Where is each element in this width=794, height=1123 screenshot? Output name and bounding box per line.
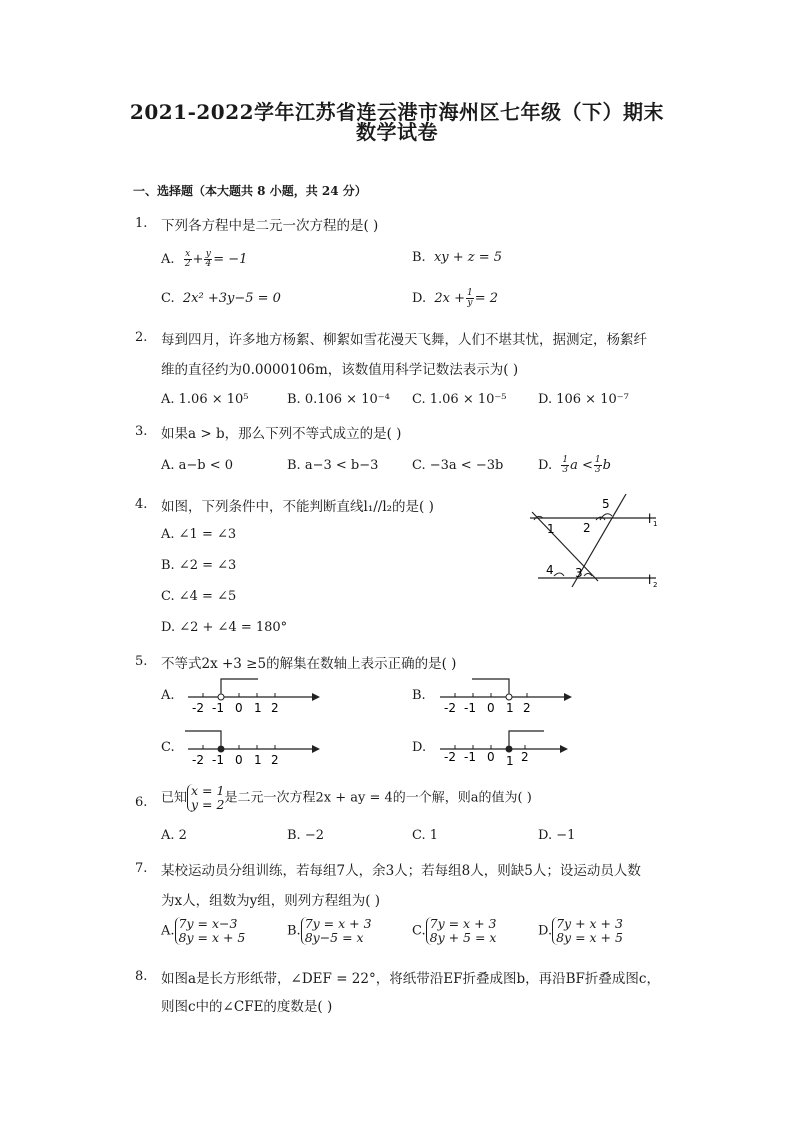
system-line-2: 8y = x + 5 bbox=[178, 930, 246, 945]
question-number: 2. bbox=[135, 330, 148, 345]
option-a: A. $\frac{x}{2}$ + $\frac{y}{4}$ = −1 bbox=[161, 249, 248, 269]
page-title-line1: 2021-2022学年江苏省连云港市海州区七年级（下）期末 bbox=[129, 100, 665, 124]
question-number: 7. bbox=[135, 861, 148, 876]
tick-label: 0 bbox=[487, 750, 495, 764]
number-line-c bbox=[180, 727, 325, 769]
system-line-1: 7y = x + 3 bbox=[304, 916, 372, 931]
tick-label: 1 bbox=[506, 701, 514, 715]
option-c: C. bbox=[161, 740, 175, 755]
option-label: A. bbox=[161, 923, 175, 939]
option-label: D. bbox=[538, 458, 553, 473]
number-line-d bbox=[432, 727, 577, 769]
option-c bbox=[161, 291, 281, 306]
tick-label: 1 bbox=[254, 701, 262, 715]
option-d bbox=[538, 917, 623, 945]
tick-label: 2 bbox=[271, 701, 279, 715]
option-b bbox=[412, 250, 502, 265]
line-label-l1-sub: 1 bbox=[653, 520, 658, 528]
number-line-b bbox=[432, 675, 577, 717]
tick-label: -1 bbox=[212, 701, 224, 715]
line-label-l1: l bbox=[648, 512, 652, 526]
section-heading: 一、选择题（本大题共 8 小题，共 24 分） bbox=[133, 184, 367, 198]
option-d: D. ∠2 + ∠4 = 180° bbox=[161, 620, 288, 635]
option-c bbox=[412, 917, 496, 945]
question-suffix: 是二元一次方程2x + ay = 4的一个解，则a的值为( ) bbox=[224, 790, 532, 806]
line-label-l2-sub: 2 bbox=[653, 581, 658, 589]
system-line-2: 8y + 5 = x bbox=[429, 930, 497, 945]
question-text-line1: 每到四月，许多地方杨絮、柳絮如雪花漫天飞舞，人们不堪其忧，据测定，杨絮纤 bbox=[161, 332, 647, 348]
option-text: xy + z = 5 bbox=[433, 250, 503, 265]
question-number: 1. bbox=[135, 216, 148, 231]
tick-label: -2 bbox=[192, 701, 204, 715]
option-d: D. $\frac{1}{3}$ a < $\frac{1}{3}$ b bbox=[538, 455, 611, 475]
question-text-line2: 则图c中的∠CFE的度数是( ) bbox=[161, 999, 333, 1015]
system-line-1: 7y = x + 3 bbox=[429, 916, 497, 931]
system-line-1: 7y = x−3 bbox=[178, 916, 238, 931]
option-c: C. 1.06 × 10⁻⁵ bbox=[412, 392, 507, 407]
angle-label-5: 5 bbox=[602, 497, 610, 511]
option-a: A. 2 bbox=[161, 828, 187, 843]
option-d: D. −1 bbox=[538, 828, 576, 843]
question-prefix: 已知 bbox=[161, 790, 188, 806]
tick-label: -1 bbox=[464, 750, 476, 764]
angle-label-3: 3 bbox=[575, 566, 583, 580]
tick-label: 1 bbox=[506, 754, 514, 768]
tick-label: 1 bbox=[254, 753, 262, 767]
question-text: 如果a > b，那么下列不等式成立的是( ) bbox=[161, 426, 402, 442]
question-text: 不等式2x +3 ≥5的解集在数轴上表示正确的是( ) bbox=[161, 656, 457, 672]
tick-label: -2 bbox=[444, 701, 456, 715]
option-label: B. bbox=[412, 250, 426, 265]
question-number: 6. bbox=[135, 795, 148, 810]
option-b: B. ∠2 = ∠3 bbox=[161, 558, 237, 573]
option-c: C. ∠4 = ∠5 bbox=[161, 589, 237, 604]
tick-label: -1 bbox=[464, 701, 476, 715]
option-b: B. −2 bbox=[287, 828, 324, 843]
option-label: A. bbox=[161, 252, 175, 267]
option-b bbox=[287, 917, 372, 945]
option-label: B. bbox=[287, 923, 301, 939]
tick-label: 0 bbox=[235, 753, 243, 767]
system-line-2: 8y−5 = x bbox=[304, 930, 364, 945]
question-text-line2: 维的直径约为0.0000106m，该数值用科学记数法表示为( ) bbox=[161, 362, 519, 378]
tick-label: 0 bbox=[235, 701, 243, 715]
question-text: 如图，下列条件中，不能判断直线l₁//l₂的是( ) bbox=[161, 499, 434, 515]
question-number: 5. bbox=[135, 654, 148, 669]
tick-label: -1 bbox=[212, 753, 224, 767]
parallel-lines-figure bbox=[520, 490, 670, 595]
system-line-1: 7y + x + 3 bbox=[556, 916, 623, 931]
question-number: 4. bbox=[135, 497, 148, 512]
option-d: D. 106 × 10⁻⁷ bbox=[538, 392, 629, 407]
angle-label-1: 1 bbox=[547, 522, 555, 536]
option-d: D. 2x + $\frac{1}{y}$ = 2 bbox=[412, 288, 499, 308]
option-d: D. bbox=[412, 740, 427, 755]
option-c: C. 1 bbox=[412, 828, 439, 843]
option-a bbox=[161, 917, 245, 945]
question-text bbox=[161, 784, 532, 812]
number-line-a bbox=[180, 675, 325, 717]
page-title-line2: 数学试卷 bbox=[356, 120, 438, 144]
question-number: 3. bbox=[135, 424, 148, 439]
system-line-2: y = 2 bbox=[191, 797, 225, 812]
angle-label-2: 2 bbox=[583, 521, 591, 535]
option-b: B. a−3 < b−3 bbox=[287, 458, 379, 473]
option-c: C. −3a < −3b bbox=[412, 458, 504, 473]
option-label: C. bbox=[412, 923, 426, 939]
option-label: D. bbox=[412, 291, 427, 306]
tick-label: 0 bbox=[487, 701, 495, 715]
option-b: B. bbox=[412, 688, 426, 703]
tick-label: 2 bbox=[523, 701, 531, 715]
question-text-line1: 某校运动员分组训练，若每组7人，余3人；若每组8人，则缺5人；设运动员人数 bbox=[161, 863, 641, 879]
tick-label: 2 bbox=[521, 750, 529, 764]
option-label: C. bbox=[161, 291, 175, 306]
tick-label: 2 bbox=[271, 753, 279, 767]
option-a: A. ∠1 = ∠3 bbox=[161, 527, 237, 542]
question-number: 8. bbox=[135, 969, 148, 984]
question-text: 下列各方程中是二元一次方程的是( ) bbox=[161, 218, 379, 234]
system-line-2: 8y = x + 5 bbox=[556, 930, 623, 945]
system-line-1: x = 1 bbox=[191, 783, 225, 798]
line-label-l2: l bbox=[648, 573, 652, 587]
tick-label: -2 bbox=[192, 753, 204, 767]
option-a: A. bbox=[161, 688, 175, 703]
option-label: D. bbox=[538, 923, 553, 939]
tick-label: -2 bbox=[444, 750, 456, 764]
question-text-line1: 如图a是长方形纸带，∠DEF = 22°，将纸带沿EF折叠成图b，再沿BF折叠成图c， bbox=[161, 971, 660, 987]
question-text-line2: 为x人，组数为y组，则列方程组为( ) bbox=[161, 893, 381, 909]
angle-label-4: 4 bbox=[546, 563, 554, 577]
option-a: A. a−b < 0 bbox=[161, 458, 234, 473]
option-text: 2x² +3y−5 = 0 bbox=[182, 291, 281, 306]
option-b: B. 0.106 × 10⁻⁴ bbox=[287, 392, 390, 407]
option-a: A. 1.06 × 10⁵ bbox=[161, 392, 249, 407]
